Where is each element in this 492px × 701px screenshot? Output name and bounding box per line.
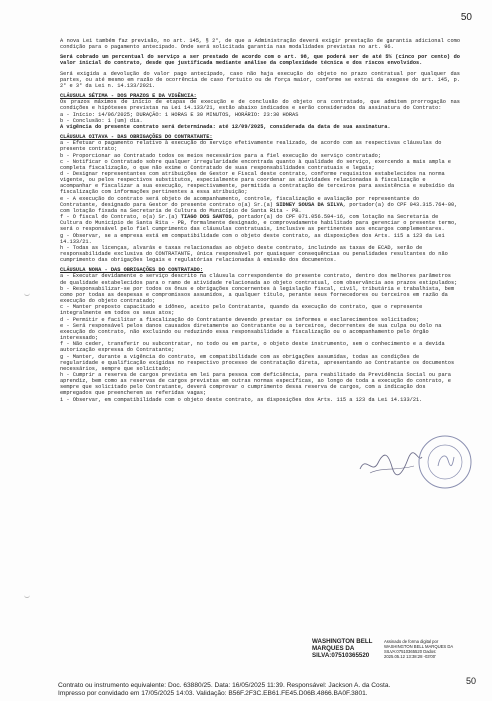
paragraph-percentual: Será cobrado um percentual do serviço a ser prestado de acordo com o art. 98, que poderá ser de até 5% (cinco por cento) do valor inicial do contrato, desde que justificada mediante análise da complexidade técnica e dos riscos envolvidos. [60, 54, 460, 67]
gestor-name: SIDNEY SOUSA DA SILVA [276, 201, 343, 208]
digital-signature-name: WASHINGTON BELL MARQUES DA SILVA:07510365520 [312, 638, 373, 660]
clausula-setima [60, 93, 460, 130]
document-body [60, 38, 460, 403]
clausula-oitava-item-f [60, 214, 460, 232]
clausula-oitava-item-e [60, 196, 460, 214]
official-stamp [416, 433, 474, 491]
clausula-setima-vigencia: A vigência do presente contrato será determinada: até 12/09/2025, considerada da data de sua assinatura. [60, 123, 391, 130]
clausula-oitava-item-c: c - Notificar o Contratado sobre qualquer irregularidade encontrada quanto à qualidade do serviço, exercendo a mais ampla e completa fiscalização, o que não exime o Contratado de suas responsabilidades contratuais e legais; [60, 158, 451, 171]
clausula-nona-item-f: f - Não ceder, transferir ou subcontratar, no todo ou em parte, o objeto deste instrumento, sem o conhecimento e a devida autorização expressa do Contratante; [60, 341, 445, 354]
clausula-oitava-item-b: b - Proporcionar ao Contratado todos os meios necessários para a fiel execução do serviço contratado; [60, 152, 382, 159]
page-number: 50 [460, 12, 472, 23]
clausula-setima-item-a: a - Início: 14/06/2025; DURAÇÃO: 1 HORAS E 30 MINUTOS, HORÁRIO: 23:30 HORAS [60, 111, 299, 118]
paragraph-garantia: A nova Lei também faz previsão, no art. 145, § 2°, de que a Administração deverá exigir prestação de garantia adicional como condição para o pagamento antecipado. Onde será solicitada garantia nas modalidades previstas no art. 96. [60, 38, 460, 51]
item-f-text-post: , portador(a) do CPF 071.056.594-16, com lotação na Secretaria de Cultura do Município de Santa Rita - PB, formalmente designado, e comprovadamente habilitado para gerenciar o presente termo, será o responsável pelo fiel cumprimento das cláusulas contratuais, inclusive as pertinentes aos encargos complementares. [60, 214, 458, 233]
clausula-nona-item-e: e - Será responsável pelos danos causados diretamente ao Contratante ou a terceiros, decorrentes de sua culpa ou dolo na execução do contrato, não excluindo ou reduzindo essa responsabilidade a fiscalização ou o acompanhamento pelo órgão interessado; [60, 322, 442, 342]
clausula-oitava-item-a: a - Efetuar o pagamento relativo à execução do serviço efetivamente realizado, de acordo com as respectivas cláusulas do presente contrato; [60, 140, 442, 153]
handwritten-signature [356, 449, 424, 479]
clausula-nona-item-d: d - Permitir e facilitar a fiscalização do Contratante devendo prestar os informes e esclarecimentos solicitados; [60, 316, 420, 323]
clausula-oitava [60, 134, 460, 263]
clausula-nona-item-b: b - Responsabilizar-se por todos os ônus e obrigações concernentes à legislação fiscal, civil, tributária e trabalhista, bem como por todas as despesas e compromissos assumidos, a qualquer título, perante seus fornecedores ou terceiros em razão da execução do objeto contratado; [60, 285, 455, 305]
hole-punch-mark [24, 593, 30, 598]
clausula-oitava-item-h: h - Todas as licenças, alvarás e taxas relacionadas ao objeto deste contrato, incluindo as taxas de ECAD, serão de responsabilidade exclusiva do CONTRATANTE, única responsável por quaisquer consequências ou penalidades resultantes do não cumprimento das obrigações legais e regulatórias relacionadas à emissão dos documentos. [60, 244, 448, 264]
item-f-text-pre: f - O fiscal do Contrato, o(a) Sr.(a) [60, 214, 181, 221]
hole-punch-mark [24, 291, 30, 296]
clausula-nona-item-i: i - Observar, em compatibilidade com o objeto deste contrato, as disposições dos Arts. 115 a 123 da Lei 14.133/21. [60, 396, 423, 403]
clausula-oitava-item-d: d - Designar representantes com atribuições de Gestor e Fiscal deste contrato, conforme requisitos estabelecidos na norma vigente, ou pelos respectivos substitutos, especialmente para coordenar as atividades relacionadas à fiscalização e acompanhar e fiscalizar a sua execução, respectivamente, permitida a contratação de terceiros para assistência e subsídio da fiscalização com informações pertinentes a essa atribuição; [60, 170, 455, 196]
clausula-setima-item-b: b - Conclusão: 1 (um) dia. [60, 117, 143, 124]
fiscal-name: TIAGO DOS SANTOS [180, 214, 232, 221]
clausula-nona [60, 267, 460, 402]
clausula-oitava-item-g: g - Observar, se a empresa está em compatibilidade com o objeto deste contrato, as disposições dos Arts. 115 a 123 da Lei 14.133/21. [60, 232, 445, 245]
footer-line-2: Impresso por convidado em 17/05/2025 14:03. Validação: B56F.2F3C.EB61.FE45.D06B.4866.BA0F.3801. [58, 690, 368, 697]
paragraph-devolucao: Será exigida a devolução do valor pago antecipado, caso não haja execução do objeto no prazo contratual por qualquer das partes, ou até mesmo em razão de ocorrência de caso fortuito ou de força maior, conforme se extrai da exegese do art. 145, p. 2° e 3° da Lei n. 14.133/2021. [60, 70, 460, 89]
item-e-text-post: , portador(a) do CPF 043.315.764-00, com lotação fixada na Secretaria de Cultura do Município de Santa Rita - PB. [60, 201, 458, 214]
clausula-nona-item-g: g - Manter, durante a vigência do contrato, em compatibilidade com as obrigações assumidas, todas as condições de regularidade e qualificação exigidas no respectivo processo de contratação direta, apresentando ao Contratante os documentos necessários, sempre que solicitado; [60, 353, 455, 372]
item-e-text-pre: e - A execução do contrato será objeto de acompanhamento, controle, fiscalização e avaliação por representante do Contratante, designado para Gestor do presente contrato o(a) Sr.(a) [60, 195, 420, 208]
clausula-nona-item-a: a - Executar devidamente o serviço descrito na cláusula correspondente do presente contrato, dentro dos melhores parâmetros de qualidade estabelecidos para o ramo de atividade relacionada ao objeto contratual, com observância aos prazos estipulados; [60, 273, 458, 286]
footer-line-1: Contrato ou instrumento equivalente: Doc. 63880/25. Data: 16/05/2025 11:39. Responsável: Jackson A. da Costa. [58, 682, 391, 689]
clausula-setima-heading: CLÁUSULA SÉTIMA - DOS PRAZOS E DA VIGÊNCIA: [60, 93, 197, 100]
clausula-nona-heading: CLÁUSULA NONA - DAS OBRIGAÇÕES DO CONTRATADO: [60, 267, 204, 274]
clausula-nona-item-h: h - Cumprir a reserva de cargos prevista em lei para pessoa com deficiência, para reabilitado da Previdência Social ou para aprendiz, bem como as reservas de cargos previstas em outras normas específicas, ao longo de toda a execução do contrato, e sempre que solicitado pelo Contratante, deverá comprovar o cumprimento dessa reserva de cargos, com a indicação dos empregados que preencherem as referidas vagas; [60, 371, 451, 397]
clausula-nona-item-c: c - Manter preposto capacitado e idôneo, aceito pelo Contratante, quando da execução do contrato, que o represente integralmente em todos os seus atos; [60, 304, 423, 317]
clausula-setima-intro: Os prazos máximos de início de etapas de execução e de conclusão do objeto ora contratado, que admitem prorrogação nas condições e hipóteses previstas na Lei 14.133/21, estão abaixo indicados e serão considerados da assinatura do Contrato: [60, 99, 460, 112]
digital-signature-details: Assinado de forma digital por WASHINGTON BELL MARQUES DA SILVA:07510365520 Dados: 2025.05.12 13:38:28 -03'00' [384, 639, 453, 659]
clausula-oitava-heading: CLÁUSULA OITAVA - DAS OBRIGAÇÕES DO CONTRATANTE: [60, 134, 213, 141]
bottom-page-number: 50 [466, 676, 477, 686]
